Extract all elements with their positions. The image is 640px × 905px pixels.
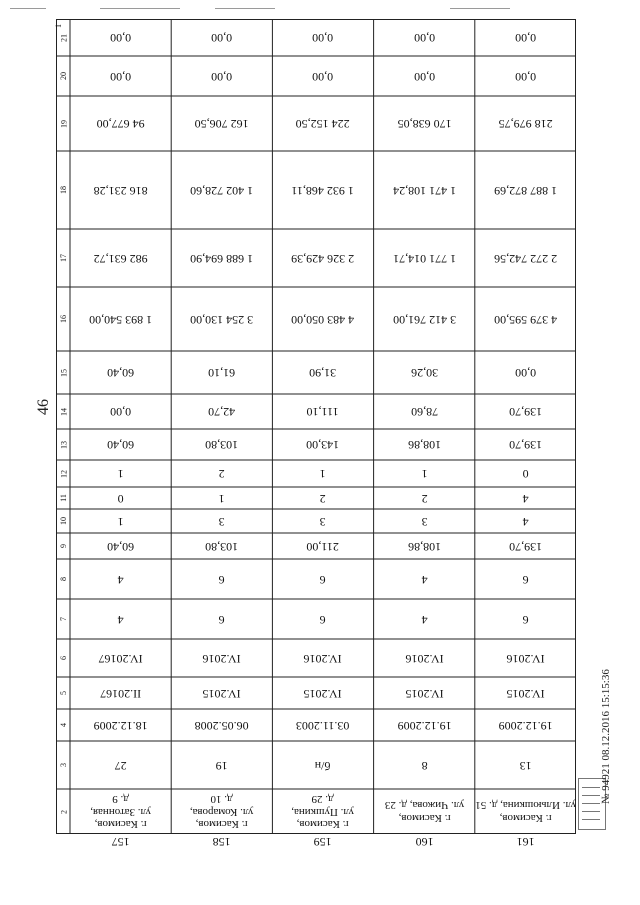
table-cell: 1 471 108,24 [392,183,456,198]
table-cell: 0,00 [413,69,435,84]
table-cell: 6 [218,612,225,627]
column-number: 6 [58,656,68,660]
table-cell: 42,70 [208,405,236,420]
table-cell: 103,80 [205,438,239,453]
table-cell: г. Касимов, ул. Ильюшкина, д. 51 [475,799,576,825]
table-cell: 4 379 595,00 [493,312,557,327]
table-cell: 0,00 [211,69,233,84]
table-cell: 139,70 [508,539,542,554]
top-rule [215,8,275,9]
table-cell: 170 638,05 [397,117,452,132]
table-cell: 0,00 [312,69,334,84]
table-cell: 13 [519,758,532,773]
table-cell: 30,26 [410,366,438,381]
top-rule [450,8,510,9]
table-cell: IV.20167 [98,651,143,666]
table-cell: 157 [111,834,130,849]
registration-stamp: № 94921 08.12.2016 15:15:36 [600,669,612,804]
table-cell: 0,00 [110,31,132,46]
table-cell: 94 677,00 [96,117,145,132]
table-cell: 0,00 [110,69,132,84]
table-cell: 19.12.2009 [498,718,553,733]
table-cell: 2 [421,491,428,506]
table-cell: 4 [522,491,529,506]
top-rule [100,8,180,9]
table-cell: 1 [421,467,428,482]
table-cell: 1 [117,514,124,529]
data-table [53,19,576,849]
table-cell: 139,70 [508,438,542,453]
table-cell: 0,00 [312,31,334,46]
table-cell: 1 [218,491,225,506]
table-cell: 2 272 742,56 [493,251,557,266]
table-cell: 111,10 [306,405,340,420]
column-number: 16 [58,315,68,323]
table-cell: 6 [218,572,225,587]
table-cell: 816 231,28 [93,183,148,198]
table-cell: 159 [313,834,332,849]
table-cell: 0,00 [514,69,536,84]
table-cell: 1 771 014,71 [392,251,456,266]
table-cell: 4 [421,572,428,587]
table-cell: 108,86 [407,539,441,554]
table-cell: 61,10 [208,366,236,381]
column-number: 21 [58,33,68,42]
table-cell: 4 [522,514,529,529]
column-number: 3 [58,763,68,767]
table-cell: 78,60 [410,405,438,420]
table-cell: 143,00 [306,438,340,453]
column-number: 13 [58,440,68,449]
table-cell: б/н [315,758,331,773]
column-number: 15 [58,368,68,377]
table-cell: 6 [319,612,326,627]
table-cell: 224 152,50 [295,117,350,132]
table-cell: IV.2015 [506,686,545,701]
column-number: 10 [58,517,68,525]
table-cell: г. Касимов, ул. Затонная, д. 9 [90,793,151,831]
table-cell: 1 932 468,11 [291,183,355,198]
table-cell: 3 [421,514,428,529]
table-cell: 0 [522,467,529,482]
table-cell: 139,70 [508,405,542,420]
table-cell: 06.05.2008 [194,718,249,733]
table-cell: 4 [421,612,428,627]
table-cell: 31,90 [309,366,337,381]
table-cell: 4 [117,612,124,627]
table-cell: 3 254 130,00 [190,312,254,327]
column-number: 1 [53,24,63,28]
table-cell: 4 [117,572,124,587]
table-cell: 0,00 [413,31,435,46]
column-number: 4 [58,723,68,727]
table-cell: 0,00 [110,405,132,420]
table-cell: 6 [522,612,529,627]
table-cell: 161 [516,834,535,849]
table-cell: 0,00 [211,31,233,46]
table-cell: IV.2015 [303,686,343,701]
table-cell: 1 688 694,90 [190,251,254,266]
table-cell: 60,40 [107,366,135,381]
table-cell: г. Касимов, ул. Комарова, д. 10 [190,793,254,831]
table-cell: IV.2016 [202,651,241,666]
table-cell: 6 [319,572,326,587]
table-cell: 162 706,50 [194,117,249,132]
table-cell: 0 [117,491,124,506]
column-number: 9 [58,544,68,548]
table-cell: 0,00 [514,366,536,381]
table-cell: 1 [117,467,124,482]
column-number: 19 [58,119,68,128]
table-cell: г. Касимов, ул. Пушкина, д. 29 [291,793,355,831]
table-cell: 6 [522,572,529,587]
table-cell: 03.11.2003 [296,718,350,733]
table-cell: 1 893 540,00 [89,312,153,327]
table-cell: 60,40 [107,438,135,453]
table-cell: 27 [114,758,127,773]
table-cell: 3 412 761,00 [392,312,456,327]
table-cell: 108,86 [407,438,441,453]
table-cell: г. Касимов, ул. Чижова, д. 23 [384,799,464,825]
table-cell: 982 631,72 [93,251,148,266]
table-cell: 218 979,75 [498,117,553,132]
table-cell: 1 [319,467,326,482]
column-number: 12 [58,469,68,478]
table-cell: IV.2016 [303,651,343,666]
table-cell: 103,80 [205,539,239,554]
table-cell: 158 [212,834,231,849]
column-number: 8 [58,577,68,581]
table-cell: 2 326 429,39 [291,251,355,266]
table-cell: IV.2015 [405,686,444,701]
page-number: 46 [35,399,52,415]
table-cell: 160 [415,834,434,849]
table-cell: II.20167 [100,686,142,701]
table-cell: 8 [421,758,428,773]
column-number: 18 [58,186,68,194]
column-number: 11 [58,494,68,502]
top-rule [10,8,46,9]
column-number: 14 [58,407,68,416]
table-cell: 19 [215,758,228,773]
table-cell: 19.12.2009 [397,718,452,733]
table-cell: 18.12.2009 [93,718,148,733]
table-cell: 2 [319,491,326,506]
table-cell: 211,00 [306,539,340,554]
column-number: 2 [58,809,68,814]
table-cell: 1 402 728,60 [190,183,254,198]
table-cell: IV.2015 [202,686,241,701]
table-cell: 2 [218,467,225,482]
table-cell: IV.2016 [506,651,545,666]
table-cell: 0,00 [514,31,536,46]
table-cell: 3 [319,514,326,529]
table-cell: IV.2016 [405,651,444,666]
column-number: 7 [58,617,68,621]
table-cell: 60,40 [107,539,135,554]
column-number: 20 [58,72,68,80]
table-cell: 1 887 872,69 [493,183,557,198]
table-cell: 3 [218,514,225,529]
column-number: 17 [58,254,68,262]
table-cell: 4 483 050,00 [291,312,355,327]
column-number: 5 [58,691,68,695]
